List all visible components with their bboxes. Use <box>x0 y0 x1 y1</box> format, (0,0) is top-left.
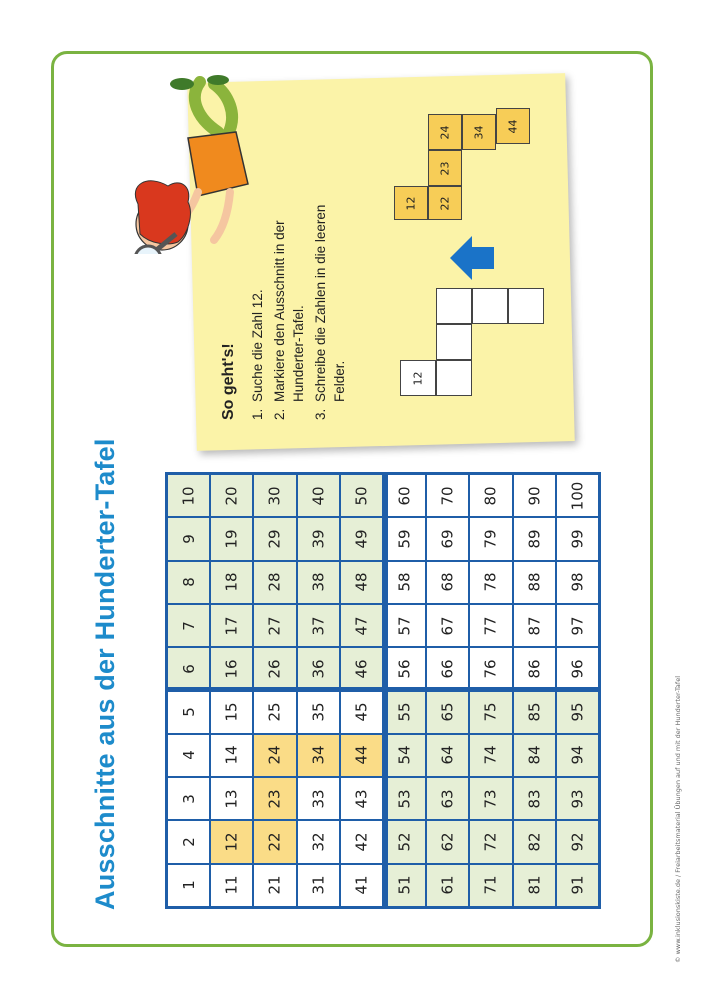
hundred-table-number: 74 <box>481 745 500 765</box>
hundred-table-cell <box>210 777 253 820</box>
hundred-table-cell <box>167 517 210 560</box>
hundred-table-number: 8 <box>179 577 198 588</box>
hundred-table-cell <box>469 517 512 560</box>
hundred-table-number: 42 <box>352 832 371 852</box>
example-empty-box <box>436 324 472 360</box>
hundred-table-number: 66 <box>438 659 457 679</box>
hundred-table-cell <box>513 777 556 820</box>
hundred-table-cell <box>297 647 340 690</box>
hundred-table-cell <box>340 734 383 777</box>
hundred-table-cell <box>383 647 426 690</box>
instruction-step-3: 3. Schreibe die Zahlen in die leeren Felder. <box>313 204 347 420</box>
hundred-table-number: 72 <box>481 832 500 852</box>
hundred-table-number: 17 <box>222 615 241 636</box>
hundred-table-number: 44 <box>352 745 371 765</box>
hundred-table-number: 60 <box>395 486 414 506</box>
hundred-table-cell <box>383 864 426 907</box>
hundred-table-number: 80 <box>481 486 500 506</box>
hundred-table-cell <box>469 820 512 863</box>
hundred-table-number: 20 <box>222 486 241 506</box>
hundred-table-cell <box>253 734 296 777</box>
hundred-table-number: 56 <box>395 659 414 679</box>
hundred-table-cell <box>426 777 469 820</box>
hundred-table-number: 59 <box>395 529 414 549</box>
hundred-table-number: 33 <box>309 789 328 809</box>
hundred-table-number: 90 <box>525 486 544 506</box>
hundred-table-number: 55 <box>395 702 414 722</box>
hundred-table-cell <box>253 647 296 690</box>
hundred-table-number: 6 <box>179 664 198 674</box>
hundred-table-cell <box>210 734 253 777</box>
hundred-table-cell <box>556 864 599 907</box>
hundred-table-cell <box>340 691 383 734</box>
hundred-table-cell <box>513 647 556 690</box>
example-empty-box-12: 12 <box>400 360 436 396</box>
hundred-table-number: 27 <box>265 615 284 636</box>
hundred-table-cell <box>340 647 383 690</box>
hundred-table-cell <box>210 561 253 604</box>
hundred-table-number: 51 <box>395 875 414 895</box>
hundred-table-number: 71 <box>481 875 500 895</box>
hundred-table-cell <box>297 864 340 907</box>
hundred-table-cell <box>210 691 253 734</box>
hundred-table-number: 19 <box>222 529 241 549</box>
hundred-table-number: 98 <box>568 572 587 592</box>
hundred-table-cell <box>383 734 426 777</box>
hundred-table-cell <box>556 820 599 863</box>
hundred-table-number: 9 <box>179 534 198 544</box>
hundred-table-cell <box>297 691 340 734</box>
arrow-up-icon <box>450 236 496 280</box>
hundred-table-cell <box>426 604 469 647</box>
hundred-table-number: 23 <box>265 789 284 809</box>
hundred-table-number: 95 <box>568 702 587 722</box>
hundred-table-number: 21 <box>265 875 284 895</box>
hundred-table-number: 91 <box>568 875 587 895</box>
hundred-table-cell <box>426 517 469 560</box>
hundred-table-number: 89 <box>525 529 544 549</box>
hundred-table-number: 28 <box>265 572 284 592</box>
hundred-table-cell <box>167 474 210 517</box>
hundred-table-cell <box>297 820 340 863</box>
hundred-table-number: 45 <box>352 702 371 722</box>
hundred-table-number: 15 <box>222 702 241 722</box>
instruction-step-1: 1.Suche die Zahl 12. <box>250 289 265 420</box>
example-filled-box: 23 <box>428 150 462 186</box>
hundred-table-cell <box>513 691 556 734</box>
hundred-table-number: 96 <box>568 659 587 679</box>
hundred-table-cell <box>556 691 599 734</box>
hundred-table-cell <box>340 604 383 647</box>
hundred-table-cell <box>297 474 340 517</box>
hundred-table-cell <box>167 820 210 863</box>
hundred-table-cell <box>513 561 556 604</box>
hundred-table-number: 93 <box>568 789 587 809</box>
hundred-table-cell <box>297 734 340 777</box>
hundred-table-cell <box>210 647 253 690</box>
copyright-note: © www.inklusionskiste.de / Freiarbeitsmaterial Übungen auf und mit der Hunderter-Tafel <box>674 676 682 963</box>
hundred-table-number: 88 <box>525 572 544 592</box>
hundred-table-cell <box>426 691 469 734</box>
hundred-table-number: 29 <box>265 529 284 549</box>
example-filled-box: 12 <box>394 186 428 220</box>
hundred-table-cell <box>340 474 383 517</box>
hundred-table-cell <box>167 647 210 690</box>
hundred-table-cell <box>340 777 383 820</box>
hundred-table-number: 26 <box>265 659 284 679</box>
hundred-table-number: 43 <box>352 789 371 809</box>
hundred-table-cell <box>469 864 512 907</box>
example-empty-box <box>508 288 544 324</box>
hundred-table-cell <box>513 734 556 777</box>
hundred-table-cell <box>383 517 426 560</box>
hundred-table-cell <box>167 734 210 777</box>
hundred-table-number: 57 <box>395 615 414 636</box>
example-filled-box: 34 <box>462 114 496 150</box>
hundred-table-number: 10 <box>179 486 198 506</box>
hundred-table-cell <box>340 517 383 560</box>
hundred-table-cell <box>426 647 469 690</box>
hundred-table-number: 81 <box>525 875 544 895</box>
hundred-table-number: 62 <box>438 832 457 852</box>
hundred-table-number: 16 <box>222 659 241 679</box>
hundred-table-number: 3 <box>179 793 198 804</box>
hundred-table-cell <box>469 734 512 777</box>
hundred-table-cell <box>340 561 383 604</box>
hundred-table-cell <box>210 820 253 863</box>
table-divider-horizontal <box>165 687 601 691</box>
hundred-table-cell <box>513 604 556 647</box>
hundred-table-cell <box>253 604 296 647</box>
hundred-table-number: 4 <box>179 750 198 761</box>
hundred-table-cell <box>297 777 340 820</box>
hundred-table-number: 83 <box>525 789 544 809</box>
hundred-table-number: 79 <box>481 529 500 549</box>
hundred-table-cell <box>210 864 253 907</box>
hundred-table-number: 36 <box>309 659 328 679</box>
hundred-table-cell <box>469 647 512 690</box>
hundred-table-cell <box>556 474 599 517</box>
hundred-table-cell <box>556 647 599 690</box>
hundred-table-number: 63 <box>438 789 457 809</box>
hundred-table-number: 12 <box>222 832 241 852</box>
hundred-table-number: 52 <box>395 832 414 852</box>
hundred-table-number: 2 <box>179 837 198 847</box>
hundred-table-cell <box>426 734 469 777</box>
hundred-table-cell <box>253 820 296 863</box>
hundred-table-cell <box>556 561 599 604</box>
hundred-table-number: 38 <box>309 572 328 592</box>
hundred-table-number: 35 <box>309 702 328 722</box>
hundred-table-cell <box>383 561 426 604</box>
hundred-table-number: 14 <box>222 745 241 765</box>
hundred-table-cell <box>297 517 340 560</box>
hundred-table-number: 77 <box>481 615 500 636</box>
hundred-table-number: 84 <box>525 745 544 765</box>
hundred-table-cell <box>383 474 426 517</box>
hundred-table-cell <box>556 777 599 820</box>
hundred-table-cell <box>383 691 426 734</box>
hundred-table-cell <box>253 777 296 820</box>
instruction-step-2: 2. Markiere den Ausschnitt in der Hunderter-Tafel. <box>272 220 306 420</box>
hundred-table-number: 1 <box>179 880 198 891</box>
hundred-table-cell <box>513 820 556 863</box>
hundred-table-number: 76 <box>481 659 500 679</box>
hundred-table-number: 30 <box>265 486 284 506</box>
hundred-table-number: 61 <box>438 875 457 895</box>
example-empty-box <box>436 360 472 396</box>
hundred-table-number: 92 <box>568 832 587 852</box>
hundred-table-number: 48 <box>352 572 371 592</box>
hundred-table-cell <box>253 691 296 734</box>
hundred-table-number: 41 <box>352 875 371 895</box>
hundred-table-number: 85 <box>525 702 544 722</box>
hundred-table-cell <box>469 561 512 604</box>
hundred-table-cell <box>469 474 512 517</box>
hundred-table-cell <box>167 604 210 647</box>
hundred-table-cell <box>210 604 253 647</box>
hundred-table-cell <box>426 561 469 604</box>
hundred-table-cell <box>297 604 340 647</box>
hundred-table-number: 49 <box>352 529 371 549</box>
hundred-table-number: 87 <box>525 615 544 636</box>
hundred-table-number: 54 <box>395 745 414 765</box>
hundred-table-cell <box>167 561 210 604</box>
hundred-table-number: 13 <box>222 789 241 809</box>
hundred-table-number: 40 <box>309 486 328 506</box>
hundred-table-number: 7 <box>179 620 198 631</box>
hundred-table-number: 22 <box>265 832 284 852</box>
page-title: Ausschnitte aus der Hunderter-Tafel <box>90 438 120 910</box>
hundred-table-number: 32 <box>309 832 328 852</box>
hundred-table-number: 78 <box>481 572 500 592</box>
instruction-heading: So geht's! <box>220 343 237 420</box>
hundred-table-number: 86 <box>525 659 544 679</box>
hundred-table-cell <box>426 820 469 863</box>
hundred-table-number: 37 <box>309 615 328 636</box>
hundred-table-number: 31 <box>309 875 328 895</box>
hundred-table-number: 46 <box>352 659 371 679</box>
hundred-table-number: 64 <box>438 745 457 765</box>
hundred-table-number: 99 <box>568 529 587 549</box>
hundred-table-cell <box>513 864 556 907</box>
hundred-table-number: 69 <box>438 529 457 549</box>
example-empty-box <box>436 288 472 324</box>
hundred-table-cell <box>556 604 599 647</box>
hundred-table-cell <box>556 517 599 560</box>
hundred-table-number: 11 <box>222 875 241 895</box>
hundred-table-cell <box>297 561 340 604</box>
hundred-table-number: 5 <box>179 707 198 717</box>
example-filled-box: 44 <box>496 108 530 144</box>
hundred-table-cell <box>253 517 296 560</box>
hundred-table-cell <box>167 691 210 734</box>
hundred-table-cell <box>340 820 383 863</box>
hundred-table-cell <box>383 777 426 820</box>
hundred-table-cell <box>469 777 512 820</box>
hundred-table-cell <box>210 474 253 517</box>
hundred-table-cell <box>469 604 512 647</box>
hundred-table-cell <box>167 777 210 820</box>
hundred-table-number: 94 <box>568 745 587 765</box>
hundred-table-cell <box>383 604 426 647</box>
example-filled-box: 22 <box>428 186 462 220</box>
hundred-table-cell <box>253 474 296 517</box>
hundred-table-number: 18 <box>222 572 241 592</box>
hundred-table-cell <box>513 517 556 560</box>
hundred-table-number: 68 <box>438 572 457 592</box>
hundred-table-number: 73 <box>481 789 500 809</box>
hundred-table-cell <box>426 474 469 517</box>
hundred-table-cell <box>210 517 253 560</box>
hundred-table-cell <box>167 864 210 907</box>
hundred-table-number: 70 <box>438 486 457 506</box>
girl-illustration <box>118 74 268 254</box>
hundred-table-number: 100 <box>568 481 587 510</box>
hundred-table-number: 67 <box>438 615 457 636</box>
hundred-table-cell <box>513 474 556 517</box>
hundred-table-cell <box>253 864 296 907</box>
hundred-table-cell <box>426 864 469 907</box>
hundred-table-number: 82 <box>525 832 544 852</box>
example-filled-box: 24 <box>428 114 462 150</box>
hundred-table-cell <box>556 734 599 777</box>
hundred-table-cell <box>253 561 296 604</box>
hundred-table-number: 24 <box>265 745 284 765</box>
hundred-table-number: 50 <box>352 486 371 506</box>
hundred-table-number: 58 <box>395 572 414 592</box>
hundred-table-number: 39 <box>309 529 328 549</box>
hundred-table-cell <box>340 864 383 907</box>
hundred-table-cell <box>469 691 512 734</box>
hundred-table-number: 53 <box>395 789 414 809</box>
hundred-table-number: 34 <box>309 745 328 765</box>
hundred-table-number: 65 <box>438 702 457 722</box>
hundred-table-cell <box>383 820 426 863</box>
hundred-table-number: 47 <box>352 615 371 636</box>
example-empty-box <box>472 288 508 324</box>
hundred-table-number: 97 <box>568 615 587 636</box>
hundred-table-number: 75 <box>481 702 500 722</box>
hundred-table-number: 25 <box>265 702 284 722</box>
